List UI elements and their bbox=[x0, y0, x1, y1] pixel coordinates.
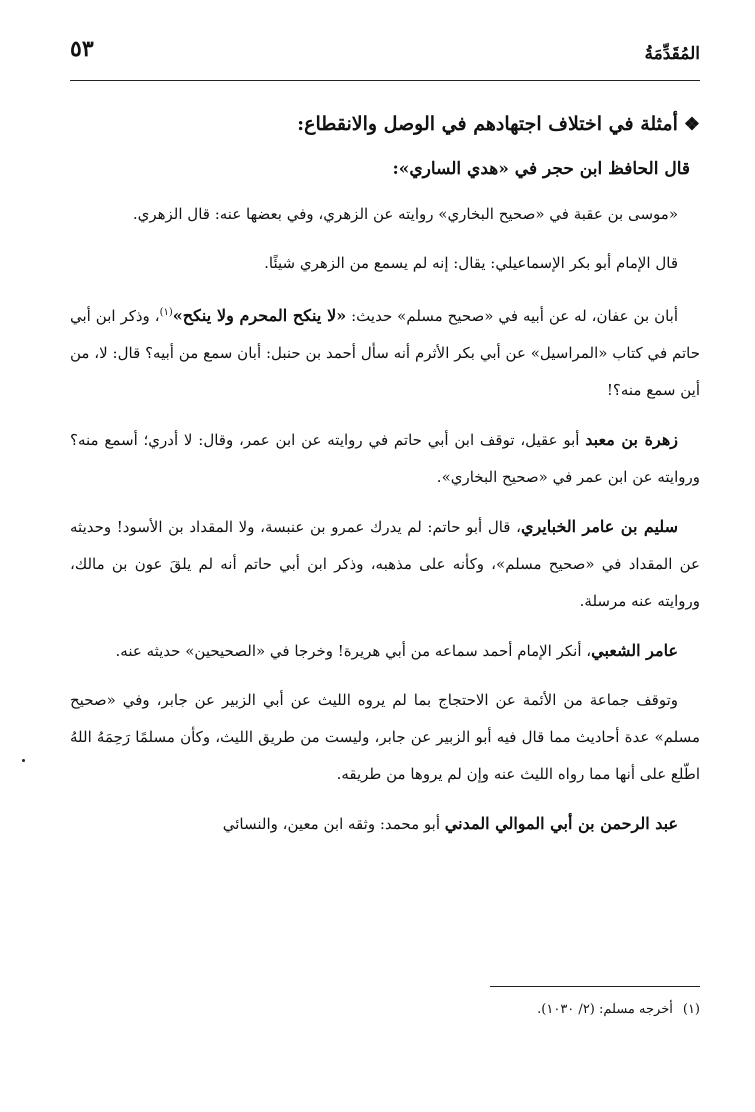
paragraph-musa: «موسى بن عقبة في «صحيح البخاري» روايته عن الزهري، وفي بعضها عنه: قال الزهري. bbox=[132, 205, 678, 223]
footnote bbox=[537, 998, 700, 1022]
section-heading-text: أمثلة في اختلاف اجتهادهم في الوصل والانقطاع: bbox=[297, 113, 678, 135]
paragraph-text: ، أنكر الإمام أحمد سماعه من أبي هريرة! وخرجا في «الصحيحين» حديثه عنه. bbox=[115, 642, 592, 660]
paragraph-text: أبو محمد: وثقه ابن معين، والنسائي bbox=[222, 815, 445, 833]
paragraph-text: ، وذكر ابن أبي حاتم في كتاب «المراسيل» عن أبي بكر الأثرم أنه سأل أحمد بن حنبل: أبان سمع من أبيه؟ قال: لا، من أين سمع منه؟! bbox=[70, 307, 700, 399]
paragraph-text: أبان بن عفان، له عن أبيه في «صحيح مسلم» حديث: bbox=[346, 307, 679, 325]
stray-mark bbox=[22, 759, 25, 762]
footnote-reference: (١) bbox=[159, 307, 173, 318]
running-head: المُقَدِّمَةُ bbox=[644, 44, 700, 64]
narrator-name: زهرة بن معبد bbox=[585, 430, 678, 449]
section-heading bbox=[70, 109, 700, 140]
hadith-title: «لا ينكح المحرم ولا ينكح» bbox=[172, 306, 347, 325]
narrator-name: عبد الرحمن بن أبي الموالي المدني bbox=[444, 814, 678, 833]
paragraph-text: ، قال أبو حاتم: لم يدرك عمرو بن عنبسة، ولا المقداد بن الأسود! وحديثه عن المقداد في «صحيح مسلم»، وكأنه على مذهبه، وذكر ابن أبي حاتم أنه لم يلقَ عون بن مالك، وروايته عنه مرسلة. bbox=[70, 518, 700, 610]
footnote-number: (١) bbox=[682, 1002, 700, 1017]
diamond-ornament-icon: ❖ bbox=[683, 114, 700, 135]
paragraph-abdurrahman bbox=[70, 805, 700, 843]
paragraph-zuhra bbox=[70, 421, 700, 496]
narrator-name: عامر الشعبي bbox=[591, 641, 678, 660]
narrator-name: سليم بن عامر الخبايري bbox=[520, 517, 679, 536]
paragraph-ismaili: قال الإمام أبو بكر الإسماعيلي: يقال: إنه لم يسمع من الزهري شيئًا. bbox=[264, 254, 678, 272]
page-number: ٥٣ bbox=[70, 36, 94, 62]
paragraph-layth: وتوقف جماعة من الأئمة عن الاحتجاج بما لم يروه الليث عن أبي الزبير عن جابر، وفي «صحيح مسلم» عدة أحاديث مما قال فيه أبو الزبير عن جابر، وليست من طريق الليث، وكأن مسلمًا رَحِمَهُ اللهُ اطّلع على أنها مما رواه الليث عنه وإن لم يروها من طريقه. bbox=[70, 691, 700, 783]
paragraph-aban bbox=[70, 294, 700, 409]
paragraph-sulaym bbox=[70, 508, 700, 620]
quote-intro: قال الحافظ ابن حجر في «هدي الساري»: bbox=[392, 159, 690, 179]
book-page bbox=[70, 30, 700, 1090]
page-header bbox=[70, 30, 700, 81]
footnote-text: أخرجه مسلم: (٢/ ١٠٣٠). bbox=[537, 1002, 673, 1017]
paragraph-shabi bbox=[70, 632, 700, 670]
footnote-divider bbox=[490, 986, 700, 987]
paragraph-text: أبو عقيل، توقف ابن أبي حاتم في روايته عن ابن عمر، وقال: لا أدري؛ أسمع منه؟ وروايته عن ابن عمر في «صحيح البخاري». bbox=[70, 431, 700, 486]
